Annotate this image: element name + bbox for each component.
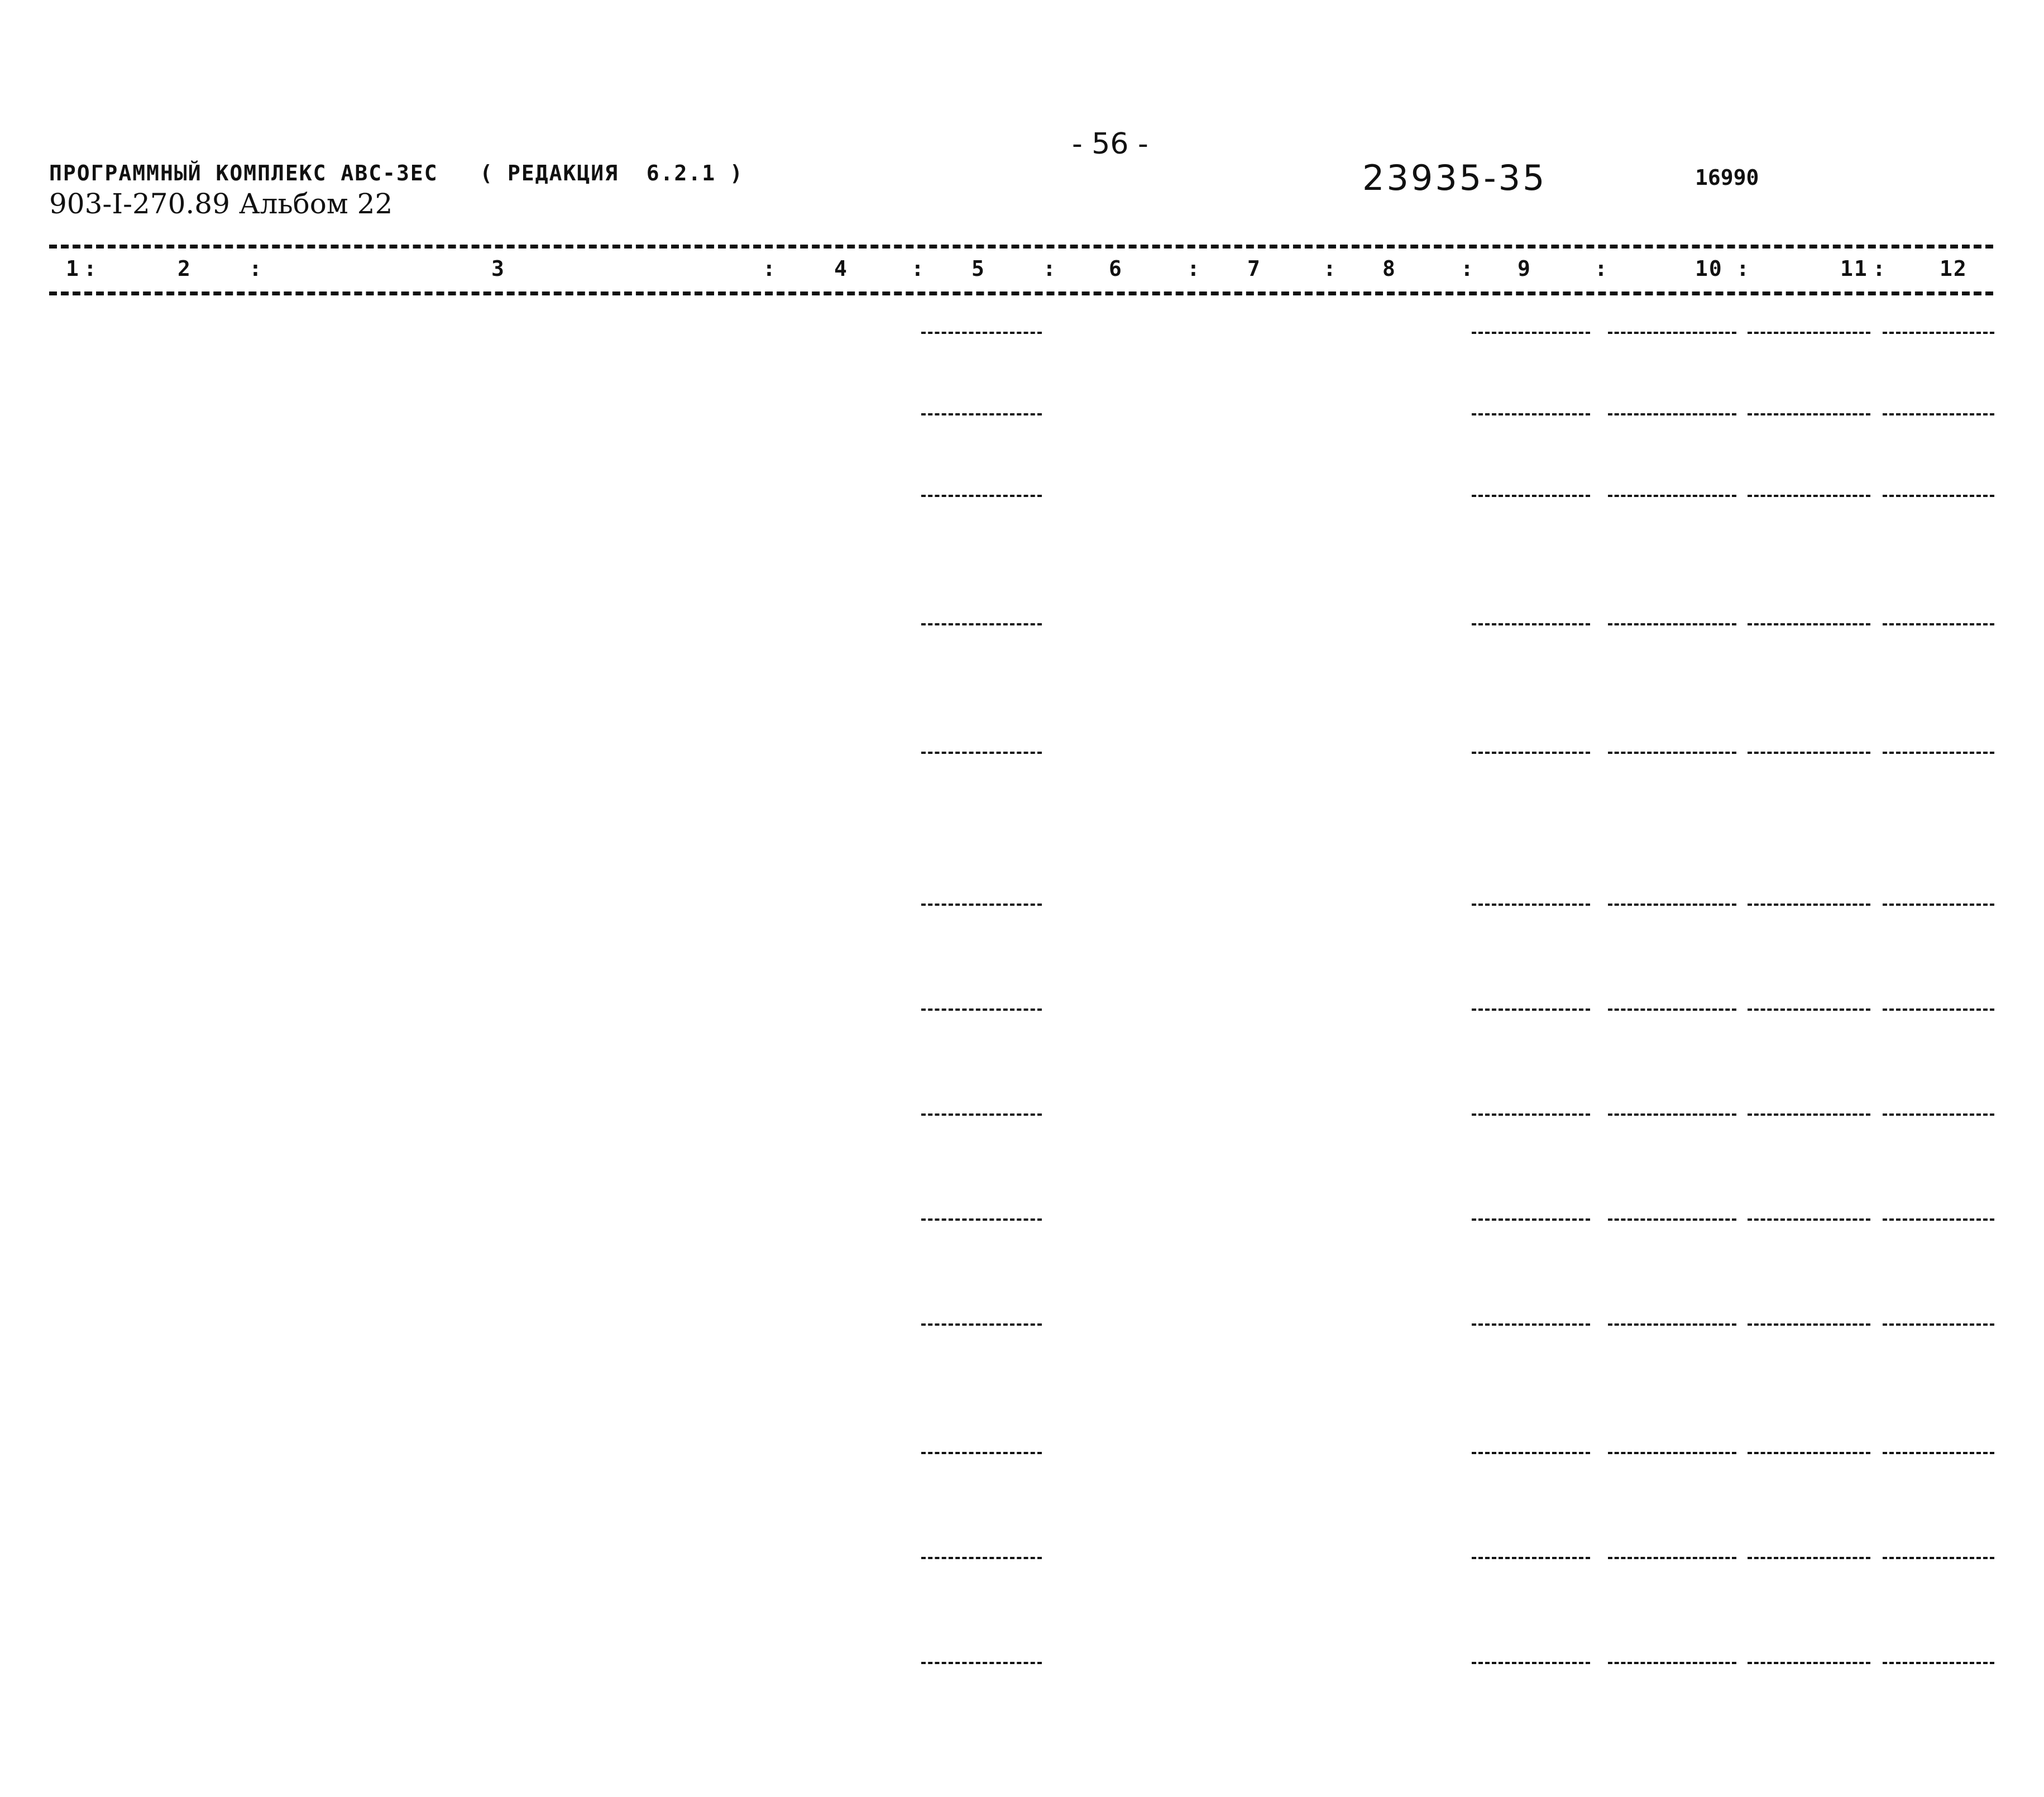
col5-divider xyxy=(921,752,1042,754)
col10-divider xyxy=(1608,1113,1736,1116)
col11-divider xyxy=(1748,1662,1870,1664)
col5-divider xyxy=(921,332,1042,334)
col9-divider xyxy=(1472,1009,1590,1011)
col12-divider xyxy=(1883,1557,1994,1559)
col9-divider xyxy=(1472,495,1590,497)
col12-divider xyxy=(1883,1662,1994,1664)
col11-divider xyxy=(1748,1218,1870,1221)
col10-divider xyxy=(1608,623,1736,625)
column-separator: : xyxy=(249,256,263,281)
column-header-10: 10 xyxy=(1695,256,1723,281)
col10-divider xyxy=(1608,495,1736,497)
col10-divider xyxy=(1608,1218,1736,1221)
col9-divider xyxy=(1472,332,1590,334)
page-number: - 56 - xyxy=(1072,127,1148,161)
col9-divider xyxy=(1472,1557,1590,1559)
col5-divider xyxy=(921,1113,1042,1116)
col11-divider xyxy=(1748,623,1870,625)
column-header-1: 1 xyxy=(66,256,80,281)
col11-divider xyxy=(1748,413,1870,415)
col5-divider xyxy=(921,495,1042,497)
table-header-rule xyxy=(49,291,1993,295)
table-top-rule xyxy=(49,245,1993,248)
album-title: 903-I-270.89 Альбом 22 xyxy=(49,188,393,220)
col10-divider xyxy=(1608,413,1736,415)
column-separator: : xyxy=(84,256,98,281)
column-separator: : xyxy=(1736,256,1750,281)
col9-divider xyxy=(1472,1218,1590,1221)
column-header-5: 5 xyxy=(971,256,985,281)
col10-divider xyxy=(1608,1009,1736,1011)
doc-number: 16990 xyxy=(1695,165,1759,190)
column-separator: : xyxy=(1873,256,1887,281)
col9-divider xyxy=(1472,1452,1590,1454)
column-header-11: 11 xyxy=(1840,256,1868,281)
column-header-9: 9 xyxy=(1518,256,1531,281)
col5-divider xyxy=(921,1218,1042,1221)
col12-divider xyxy=(1883,1009,1994,1011)
col5-divider xyxy=(921,1557,1042,1559)
col11-divider xyxy=(1748,1557,1870,1559)
column-separator: : xyxy=(1461,256,1475,281)
col12-divider xyxy=(1883,1113,1994,1116)
col11-divider xyxy=(1748,1009,1870,1011)
col5-divider xyxy=(921,623,1042,625)
column-header-3: 3 xyxy=(491,256,505,281)
column-header-12: 12 xyxy=(1940,256,1968,281)
col10-divider xyxy=(1608,752,1736,754)
column-separator: : xyxy=(1043,256,1057,281)
col11-divider xyxy=(1748,1452,1870,1454)
col5-divider xyxy=(921,413,1042,415)
col12-divider xyxy=(1883,904,1994,906)
col5-divider xyxy=(921,1009,1042,1011)
col12-divider xyxy=(1883,752,1994,754)
col9-divider xyxy=(1472,413,1590,415)
column-separator: : xyxy=(1595,256,1609,281)
column-separator: : xyxy=(1323,256,1337,281)
col12-divider xyxy=(1883,1218,1994,1221)
col10-divider xyxy=(1608,332,1736,334)
col9-divider xyxy=(1472,1662,1590,1664)
col9-divider xyxy=(1472,752,1590,754)
col9-divider xyxy=(1472,623,1590,625)
program-title: ПРОГРАММНЫЙ КОМПЛЕКС АВС-3ЕС ( РЕДАКЦИЯ 6.2.1 ) xyxy=(49,161,744,185)
col5-divider xyxy=(921,1662,1042,1664)
col5-divider xyxy=(921,1323,1042,1326)
col9-divider xyxy=(1472,904,1590,906)
col12-divider xyxy=(1883,623,1994,625)
col11-divider xyxy=(1748,1113,1870,1116)
col10-divider xyxy=(1608,1323,1736,1326)
col5-divider xyxy=(921,1452,1042,1454)
col12-divider xyxy=(1883,413,1994,415)
col11-divider xyxy=(1748,904,1870,906)
col10-divider xyxy=(1608,1662,1736,1664)
column-header-4: 4 xyxy=(834,256,848,281)
col12-divider xyxy=(1883,1452,1994,1454)
col9-divider xyxy=(1472,1323,1590,1326)
column-separator: : xyxy=(911,256,925,281)
column-header-7: 7 xyxy=(1247,256,1261,281)
col10-divider xyxy=(1608,1452,1736,1454)
col9-divider xyxy=(1472,1113,1590,1116)
column-header-2: 2 xyxy=(178,256,192,281)
col11-divider xyxy=(1748,495,1870,497)
column-separator: : xyxy=(1187,256,1201,281)
col12-divider xyxy=(1883,1323,1994,1326)
column-header-6: 6 xyxy=(1109,256,1123,281)
col12-divider xyxy=(1883,332,1994,334)
column-separator: : xyxy=(763,256,777,281)
col11-divider xyxy=(1748,332,1870,334)
col11-divider xyxy=(1748,1323,1870,1326)
handwritten-code: 23935-35 xyxy=(1362,157,1547,198)
col10-divider xyxy=(1608,904,1736,906)
col10-divider xyxy=(1608,1557,1736,1559)
col12-divider xyxy=(1883,495,1994,497)
column-header-8: 8 xyxy=(1382,256,1396,281)
col11-divider xyxy=(1748,752,1870,754)
col5-divider xyxy=(921,904,1042,906)
